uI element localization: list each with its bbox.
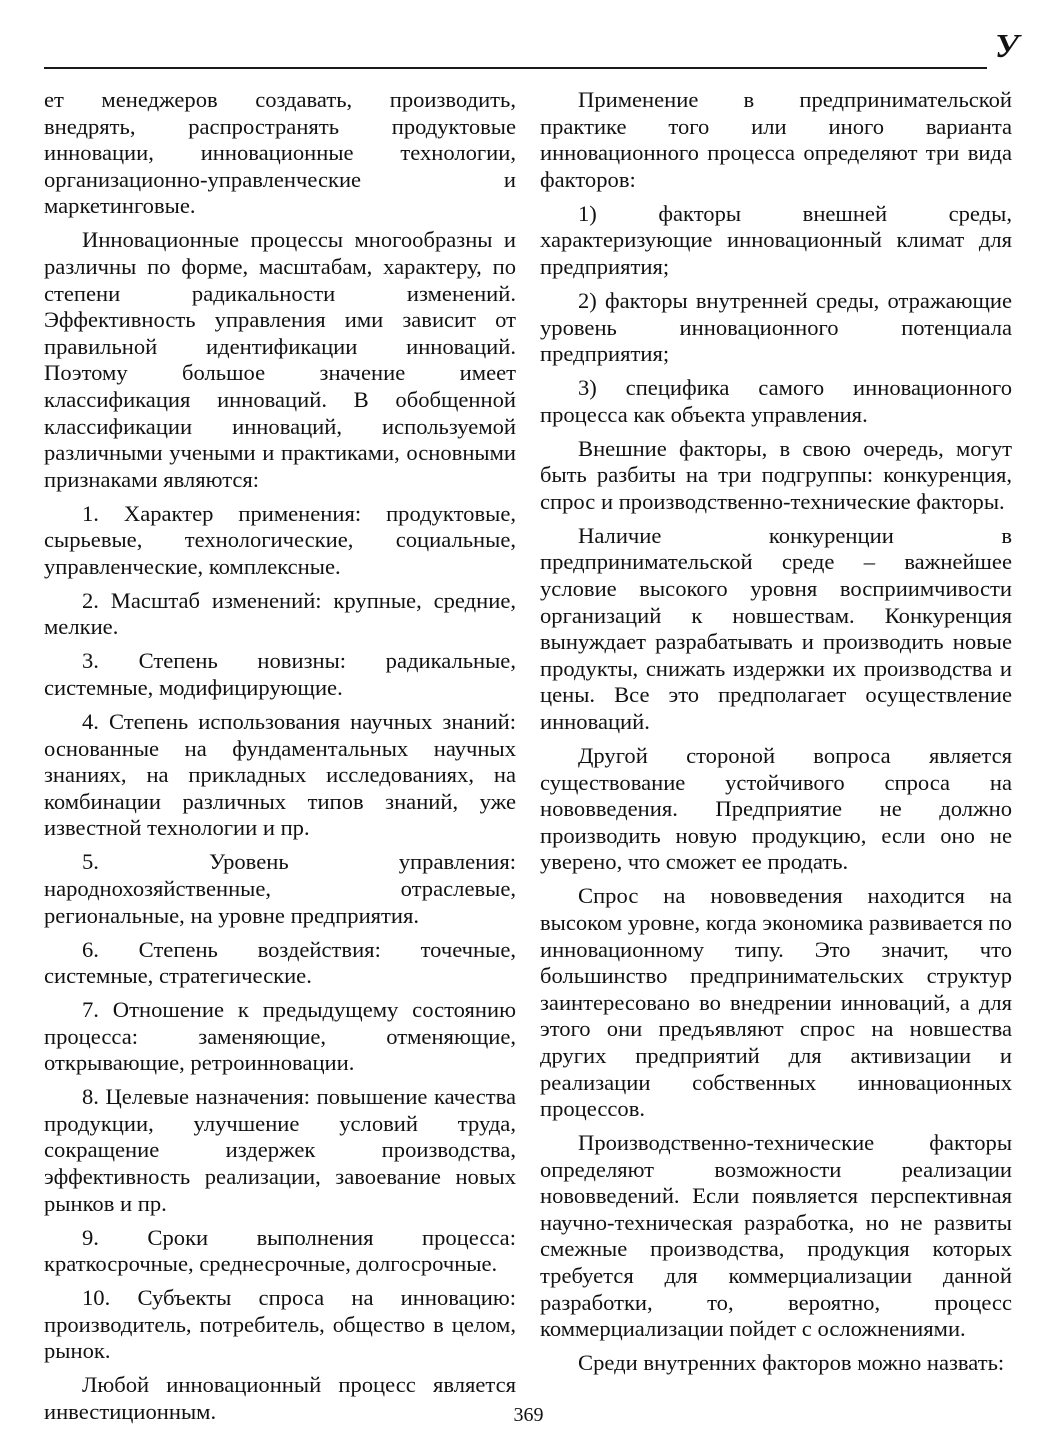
paragraph: Другой стороной вопроса является существование устойчивого спроса на нововведения. Предприятие не должно производить новую продукцию, если оно не уверено, что сможет ее продать. [540,743,1012,875]
paragraph: Внешние факторы, в свою очередь, могут быть разбиты на три подгруппы: конкуренция, спрос и производственно-технические факторы. [540,435,1012,514]
list-item: 10. Субъекты спроса на инновацию: производитель, потребитель, общество в целом, рынок. [44,1285,516,1364]
paragraph: Применение в предпринимательской практике того или иного варианта инновационного процесса определяют три вида факторов: [540,87,1012,192]
header-rule [44,67,987,69]
page-number: 369 [513,1404,544,1426]
paragraph: Инновационные процессы многообразны и различны по форме, масштабам, характеру, по степени радикальности изменений. Эффективность управления ими зависит от правильной идентификации инноваций. Поэтому большое значение имеет классификация инноваций. В обобщенной классификации инноваций, используемой различными учеными и практиками, основными признаками являются: [44,227,516,492]
paragraph: Спрос на нововведения находится на высоком уровне, когда экономика развивается по инновационному типу. Это значит, что большинство предпринимательских структур заинтересовано во внедрении инноваций, а для этого они предъявляют спрос на новшества других предприятий для активизации и реализации собственных инновационных процессов. [540,883,1012,1122]
paragraph: Производственно-технические факторы определяют возможности реализации нововведений. Если появляется перспективная научно-техническая разработка, но не развиты смежные производства, продукция которых требуется для коммерциализации данной разработки, то, вероятно, процесс коммерциализации пойдет с осложнениями. [540,1130,1012,1342]
list-item: 6. Степень воздействия: точечные, системные, стратегические. [44,936,516,989]
list-item: 1. Характер применения: продуктовые, сырьевые, технологические, социальные, управленческие, комплексные. [44,500,516,579]
right-column [540,87,1012,1384]
list-item: 1) факторы внешней среды, характеризующие инновационный климат для предприятия; [540,200,1012,279]
list-item: 7. Отношение к предыдущему состоянию процесса: заменяющие, отменяющие, открывающие, ретроинновации. [44,997,516,1076]
list-item: 2. Масштаб изменений: крупные, средние, мелкие. [44,587,516,640]
left-column [44,87,516,1433]
paragraph: Любой инновационный процесс является инвестиционным. [44,1372,516,1424]
list-item: 3. Степень новизны: радикальные, системные, модифицирующие. [44,648,516,701]
list-item: 5. Уровень управления: народнохозяйственные, отраслевые, региональные, на уровне предприятия. [44,849,516,928]
list-item: 4. Степень использования научных знаний: основанные на фундаментальных научных знаниях, на прикладных исследованиях, на комбинации различных типов знаний, уже известной технологии и пр. [44,709,516,841]
list-item: 8. Целевые назначения: повышение качества продукции, улучшение условий труда, сокращение издержек производства, эффективность реализации, завоевание новых рынков и пр. [44,1084,516,1216]
list-item: 2) факторы внутренней среды, отражающие уровень инновационного потенциала предприятия; [540,287,1012,367]
paragraph: Наличие конкуренции в предпринимательской среде – важнейшее условие высокого уровня восприимчивости организаций к новшествам. Конкуренция вынуждает разрабатывать и производить новые продукты, снижать издержки их производства и цены. Все это предполагает осуществление инноваций. [540,522,1012,735]
paragraph: Среди внутренних факторов можно назвать: [578,1350,1005,1376]
section-letter: У [995,28,1019,65]
list-item: 3) специфика самого инновационного процесса как объекта управления. [540,375,1012,427]
list-item: 9. Сроки выполнения процесса: краткосрочные, среднесрочные, долгосрочные. [44,1224,516,1277]
paragraph: ет менеджеров создавать, производить, внедрять, распространять продуктовые инновации, инновационные технологии, организационно-управленческие и маркетинговые. [44,87,516,219]
